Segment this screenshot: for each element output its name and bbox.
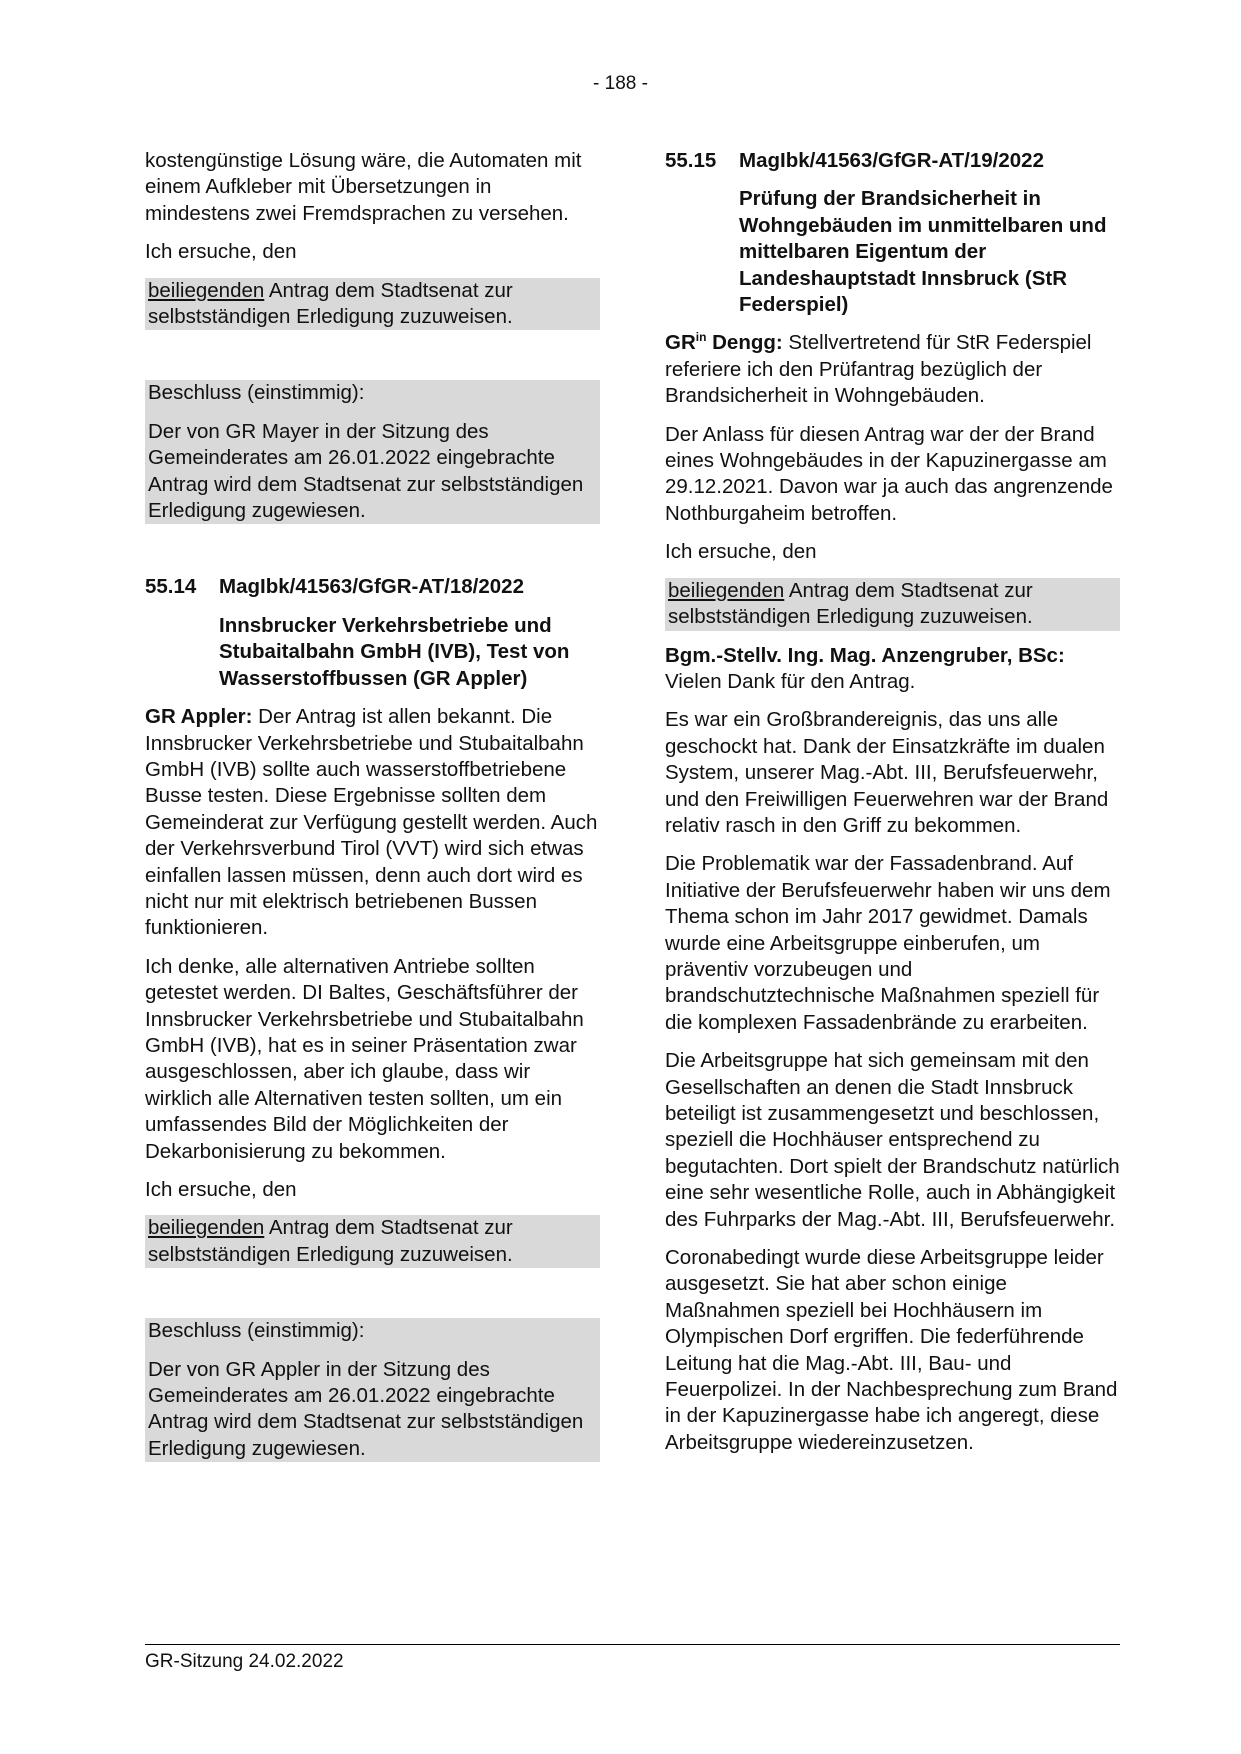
section-id: MagIbk/41563/GfGR-AT/19/2022 bbox=[739, 149, 1044, 172]
paragraph: Es war ein Großbrandereignis, das uns alle geschockt hat. Dank der Einsatzkräfte im dualen System, unserer Mag.-Abt. III, Berufsfeuerwehr, und den Freiwilligen Feuerwehren war der Brand relativ rasch in den Griff zu bekommen. bbox=[665, 708, 1109, 837]
paragraph: Ich ersuche, den bbox=[145, 240, 297, 264]
motion-text: Antrag dem Stadtsenat zur selbstständigen Erledigung zuzuweisen. bbox=[148, 278, 513, 329]
paragraph: kostengünstige Lösung wäre, die Automaten mit einem Aufkleber mit Übersetzungen in mindestens zwei Fremdsprachen zu versehen. bbox=[145, 149, 582, 225]
paragraph: Der Anlass für diesen Antrag war der der Brand eines Wohngebäudes in der Kapuzinergasse am 29.12.2021. Davon war ja auch das angrenzende Nothburgaheim betroffen. bbox=[665, 422, 1113, 525]
page-number: - 188 - bbox=[593, 73, 648, 94]
paragraph bbox=[145, 704, 600, 942]
speech: Der Antrag ist allen bekannt. Die Innsbrucker Verkehrsbetriebe und Stubaitalbahn GmbH (IVB) sollte auch wasserstoffbetriebene Busse testen. Diese Ergebnisse sollten dem Gemeinderat zur Verfügung gestellt werden. Auch der Verkehrsverbund Tirol (VVT) wird sich etwas einfallen lassen müssen, denn auch dort wird es nicht nur mit elektrisch betriebenen Bussen funktionieren. bbox=[145, 705, 598, 940]
speech: Vielen Dank für den Antrag. bbox=[665, 669, 916, 693]
paragraph bbox=[665, 330, 1120, 409]
speaker: $GR^{in}$ Dengg: bbox=[665, 330, 783, 355]
underlined-word: beiliegenden bbox=[148, 1216, 265, 1240]
section-number: 55.14 bbox=[145, 575, 197, 599]
underlined-word: beiliegenden bbox=[668, 578, 785, 602]
paragraph: Die Problematik war der Fassadenbrand. Auf Initiative der Berufsfeuerwehr haben wir uns dem Thema schon im Jahr 2017 gewidmet. Damals wurde eine Arbeitsgruppe einberufen, um präventiv vorzubeugen und brandschutztechnische Maßnahmen speziell für die komplexen Fassadenbrände zu erarbeiten. bbox=[665, 852, 1111, 1034]
speaker: GR Appler: bbox=[145, 705, 253, 729]
section-title: Prüfung der Brandsicherheit in Wohngebäuden im unmittelbaren und mittelbaren Eigentum der Landeshauptstadt Innsbruck (StR Federspiel) bbox=[739, 187, 1107, 317]
speech: Stellvertretend für StR Federspiel referiere ich den Prüfantrag bezüglich der Brandsicherheit in Wohngebäuden. bbox=[665, 331, 1092, 408]
right-column bbox=[665, 148, 1120, 1468]
footer-divider bbox=[145, 1644, 1120, 1645]
section-title: Innsbrucker Verkehrsbetriebe und Stubaitalbahn GmbH (IVB), Test von Wasserstoffbussen (GR Appler) bbox=[219, 613, 570, 690]
paragraph: Ich denke, alle alternativen Antriebe sollten getestet werden. DI Baltes, Geschäftsführer der Innsbrucker Verkehrsbetriebe und Stubaitalbahn GmbH (IVB), hat es in seiner Präsentation zwar ausgeschlossen, aber ich glaube, dass wir wirklich alle Alternativen testen sollten, um ein umfassendes Bild der Möglichkeiten der Dekarbonisierung zu bekommen. bbox=[145, 954, 584, 1163]
paragraph: Ich ersuche, den bbox=[145, 1178, 297, 1201]
motion-box bbox=[145, 278, 600, 331]
motion-box bbox=[665, 578, 1120, 631]
section-heading bbox=[145, 574, 600, 600]
resolution-text: Der von GR Appler in der Sitzung des Gemeinderates am 26.01.2022 eingebrachte Antrag wird dem Stadtsenat zur selbstständigen Erledigung zugewiesen. bbox=[145, 1351, 600, 1463]
section-heading bbox=[665, 148, 1120, 174]
paragraph: Coronabedingt wurde diese Arbeitsgruppe leider ausgesetzt. Sie hat aber schon einige Maßnahmen speziell bei Hochhäusern im Olympischen Dorf ergriffen. Die federführende Leitung hat die Mag.-Abt. III, Bau- und Feuerpolizei. In der Nachbesprechung zum Brand in der Kapuzinergasse habe ich angeregt, diese Arbeitsgruppe wiedereinzusetzen. bbox=[665, 1246, 1118, 1454]
left-column bbox=[145, 148, 600, 1474]
motion-box bbox=[145, 1215, 600, 1268]
footer: GR-Sitzung 24.02.2022 bbox=[145, 1651, 344, 1672]
section-id: MagIbk/41563/GfGR-AT/18/2022 bbox=[219, 575, 524, 599]
resolution-title: Beschluss (einstimmig): bbox=[145, 1318, 600, 1350]
section-number: 55.15 bbox=[665, 149, 717, 172]
paragraph: Ich ersuche, den bbox=[665, 540, 817, 564]
paragraph: Die Arbeitsgruppe hat sich gemeinsam mit den Gesellschaften an denen die Stadt Innsbruck beteiligt ist zusammengesetzt und beschlossen, speziell die Hochhäuser entsprechend zu begutachten. Dort spielt der Brandschutz natürlich eine sehr wesentliche Rolle, auch in Abhängigkeit des Fuhrparks der Mag.-Abt. III, Berufsfeuerwehr. bbox=[665, 1049, 1120, 1231]
speaker: Bgm.-Stellv. Ing. Mag. Anzengruber, BSc: bbox=[665, 643, 1065, 667]
motion-text: Antrag dem Stadtsenat zur selbstständigen Erledigung zuzuweisen. bbox=[668, 578, 1033, 629]
paragraph bbox=[665, 643, 1120, 696]
motion-text: Antrag dem Stadtsenat zur selbstständigen Erledigung zuzuweisen. bbox=[148, 1216, 513, 1266]
resolution-title: Beschluss (einstimmig): bbox=[145, 380, 600, 412]
resolution-text: Der von GR Mayer in der Sitzung des Gemeinderates am 26.01.2022 eingebrachte Antrag wird dem Stadtsenat zur selbstständigen Erledigung zugewiesen. bbox=[145, 413, 600, 525]
underlined-word: beiliegenden bbox=[148, 278, 265, 302]
